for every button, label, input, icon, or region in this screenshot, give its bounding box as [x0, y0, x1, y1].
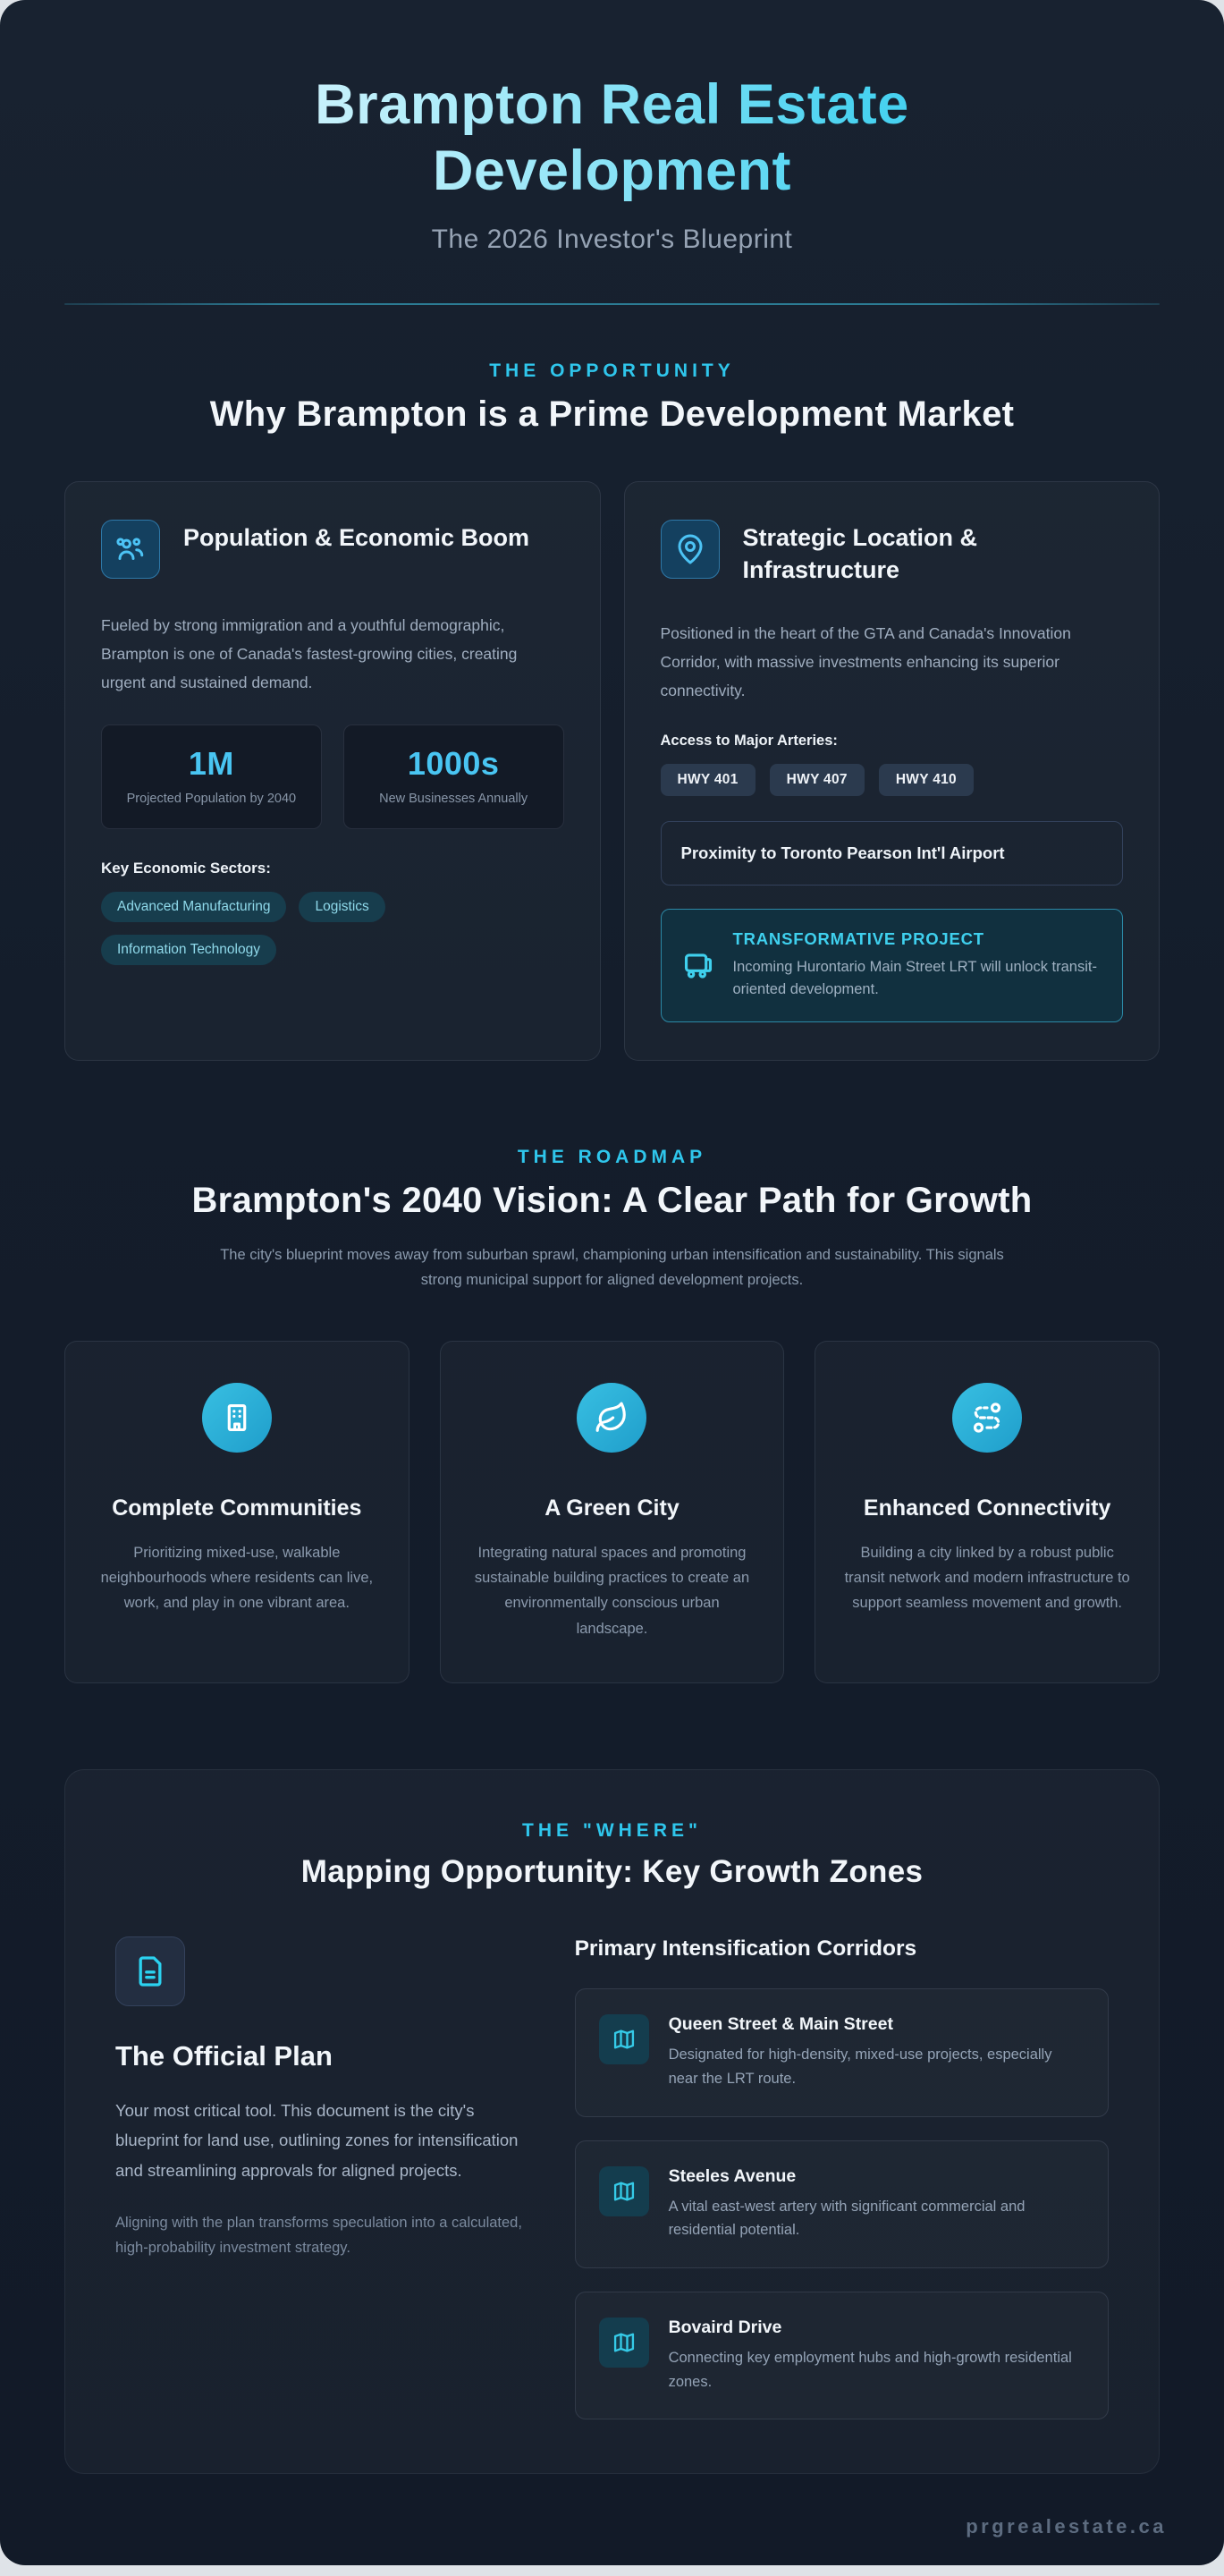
corridor-title: Steeles Avenue — [668, 2165, 797, 2186]
stat-value: 1M — [188, 744, 234, 782]
sector-chip: Logistics — [299, 892, 384, 922]
sector-chip: Information Technology — [101, 935, 276, 965]
header — [64, 72, 1160, 305]
document-icon — [115, 1936, 185, 2006]
project-description: Incoming Hurontario Main Street LRT will unlock transit-oriented development. — [732, 958, 1097, 998]
official-plan-title: The Official Plan — [115, 2040, 333, 2072]
pillar-title: Enhanced Connectivity — [863, 1495, 1111, 1521]
opportunity-eyebrow: THE OPPORTUNITY — [489, 360, 735, 381]
pillar-enhanced-connectivity — [815, 1341, 1160, 1683]
sectors-label: Key Economic Sectors: — [101, 859, 271, 877]
project-label: TRANSFORMATIVE PROJECT — [732, 928, 984, 948]
pillar-green-city — [440, 1341, 785, 1683]
roadmap-intro: The city's blueprint moves away from suburban sprawl, championing urban intensification and sustainability. This signals strong municipal support for aligned development projects. — [220, 1246, 1004, 1288]
population-card-title: Population & Economic Boom — [183, 523, 530, 551]
brand-website: prgrealestate.ca — [966, 2515, 1167, 2538]
roadmap-eyebrow: THE ROADMAP — [517, 1146, 707, 1167]
location-card-title: Strategic Location & Infrastructure — [742, 523, 978, 584]
highway-badge: HWY 407 — [770, 764, 865, 796]
corridor-description: Connecting key employment hubs and high-growth residential zones. — [668, 2350, 1072, 2390]
section-opportunity — [64, 360, 1160, 1061]
opportunity-title: Why Brampton is a Prime Development Market — [209, 394, 1015, 434]
transit-network-icon — [952, 1383, 1022, 1453]
corridor-description: A vital east-west artery with significant commercial and residential potential. — [668, 2198, 1026, 2239]
opportunity-heading-block — [64, 360, 1160, 435]
mapping-title: Mapping Opportunity: Key Growth Zones — [300, 1854, 924, 1890]
pillar-title: Complete Communities — [112, 1495, 362, 1521]
people-group-icon — [101, 520, 160, 579]
corridors-heading: Primary Intensification Corridors — [574, 1936, 917, 1962]
highway-badge: HWY 410 — [879, 764, 974, 796]
transformative-project-callout — [661, 909, 1124, 1022]
corridor-description: Designated for high-density, mixed-use projects, especially near the LRT route. — [668, 2046, 1052, 2087]
page-title: Brampton Real Estate Development — [174, 72, 1051, 205]
stat-label: New Businesses Annually — [379, 791, 528, 806]
mapping-eyebrow: THE "WHERE" — [522, 1820, 702, 1842]
stat-label: Projected Population by 2040 — [126, 791, 297, 806]
sector-chip: Advanced Manufacturing — [101, 892, 286, 922]
pillar-description: Building a city linked by a robust public transit network and modern infrastructure to support seamless movement and growth. — [844, 1544, 1130, 1612]
roadmap-heading-block — [64, 1147, 1160, 1292]
official-plan-block — [115, 1936, 527, 2419]
location-card-description: Positioned in the heart of the GTA and Canada's Innovation Corridor, with massive investments enhancing its superior connectivity. — [660, 623, 1071, 700]
corridor-queen-main — [575, 1988, 1109, 2116]
map-icon — [599, 2166, 649, 2216]
corridor-bovaird — [575, 2292, 1109, 2419]
header-divider — [64, 303, 1160, 305]
official-plan-description: Your most critical tool. This document is the city's blueprint for land use, outlining zones for intensification and streamlining approvals for aligned projects. — [115, 2101, 519, 2180]
map-icon — [599, 2318, 649, 2368]
building-icon — [202, 1383, 272, 1453]
section-roadmap — [64, 1147, 1160, 1683]
official-plan-note: Aligning with the plan transforms speculation into a calculated, high-probability investment strategy. — [115, 2215, 522, 2257]
stat-value: 1000s — [407, 744, 500, 782]
mapping-heading-block — [115, 1820, 1109, 1890]
location-card — [624, 481, 1161, 1061]
map-pin-icon — [661, 520, 720, 579]
pillar-description: Integrating natural spaces and promoting sustainable building practices to create an environmentally conscious urban landscape. — [474, 1544, 750, 1637]
section-mapping — [64, 1769, 1160, 2474]
stat-new-businesses — [343, 724, 564, 829]
footer — [0, 2474, 1224, 2565]
corridors-block — [575, 1936, 1109, 2419]
sector-chips — [101, 892, 564, 965]
corridor-title: Queen Street & Main Street — [668, 2014, 893, 2035]
arteries-label: Access to Major Arteries: — [660, 732, 838, 749]
highway-badges — [661, 764, 1124, 796]
tram-icon — [681, 948, 715, 982]
corridor-title: Bovaird Drive — [668, 2318, 782, 2337]
leaf-icon — [577, 1383, 646, 1453]
highway-badge: HWY 401 — [661, 764, 756, 796]
airport-callout: Proximity to Toronto Pearson Int'l Airport — [661, 821, 1124, 886]
corridor-steeles — [575, 2140, 1109, 2268]
stat-projected-population — [101, 724, 322, 829]
page-subtitle: The 2026 Investor's Blueprint — [431, 224, 793, 254]
roadmap-title: Brampton's 2040 Vision: A Clear Path for Growth — [191, 1180, 1033, 1220]
map-icon — [599, 2014, 649, 2064]
pillar-complete-communities — [64, 1341, 409, 1683]
pillar-title: A Green City — [544, 1495, 680, 1521]
population-card-description: Fueled by strong immigration and a youthful demographic, Brampton is one of Canada's fastest-growing cities, creating urgent and sustained demand. — [101, 615, 518, 692]
population-card — [64, 481, 601, 1061]
pillar-description: Prioritizing mixed-use, walkable neighbourhoods where residents can live, work, and play in one vibrant area. — [100, 1544, 374, 1612]
